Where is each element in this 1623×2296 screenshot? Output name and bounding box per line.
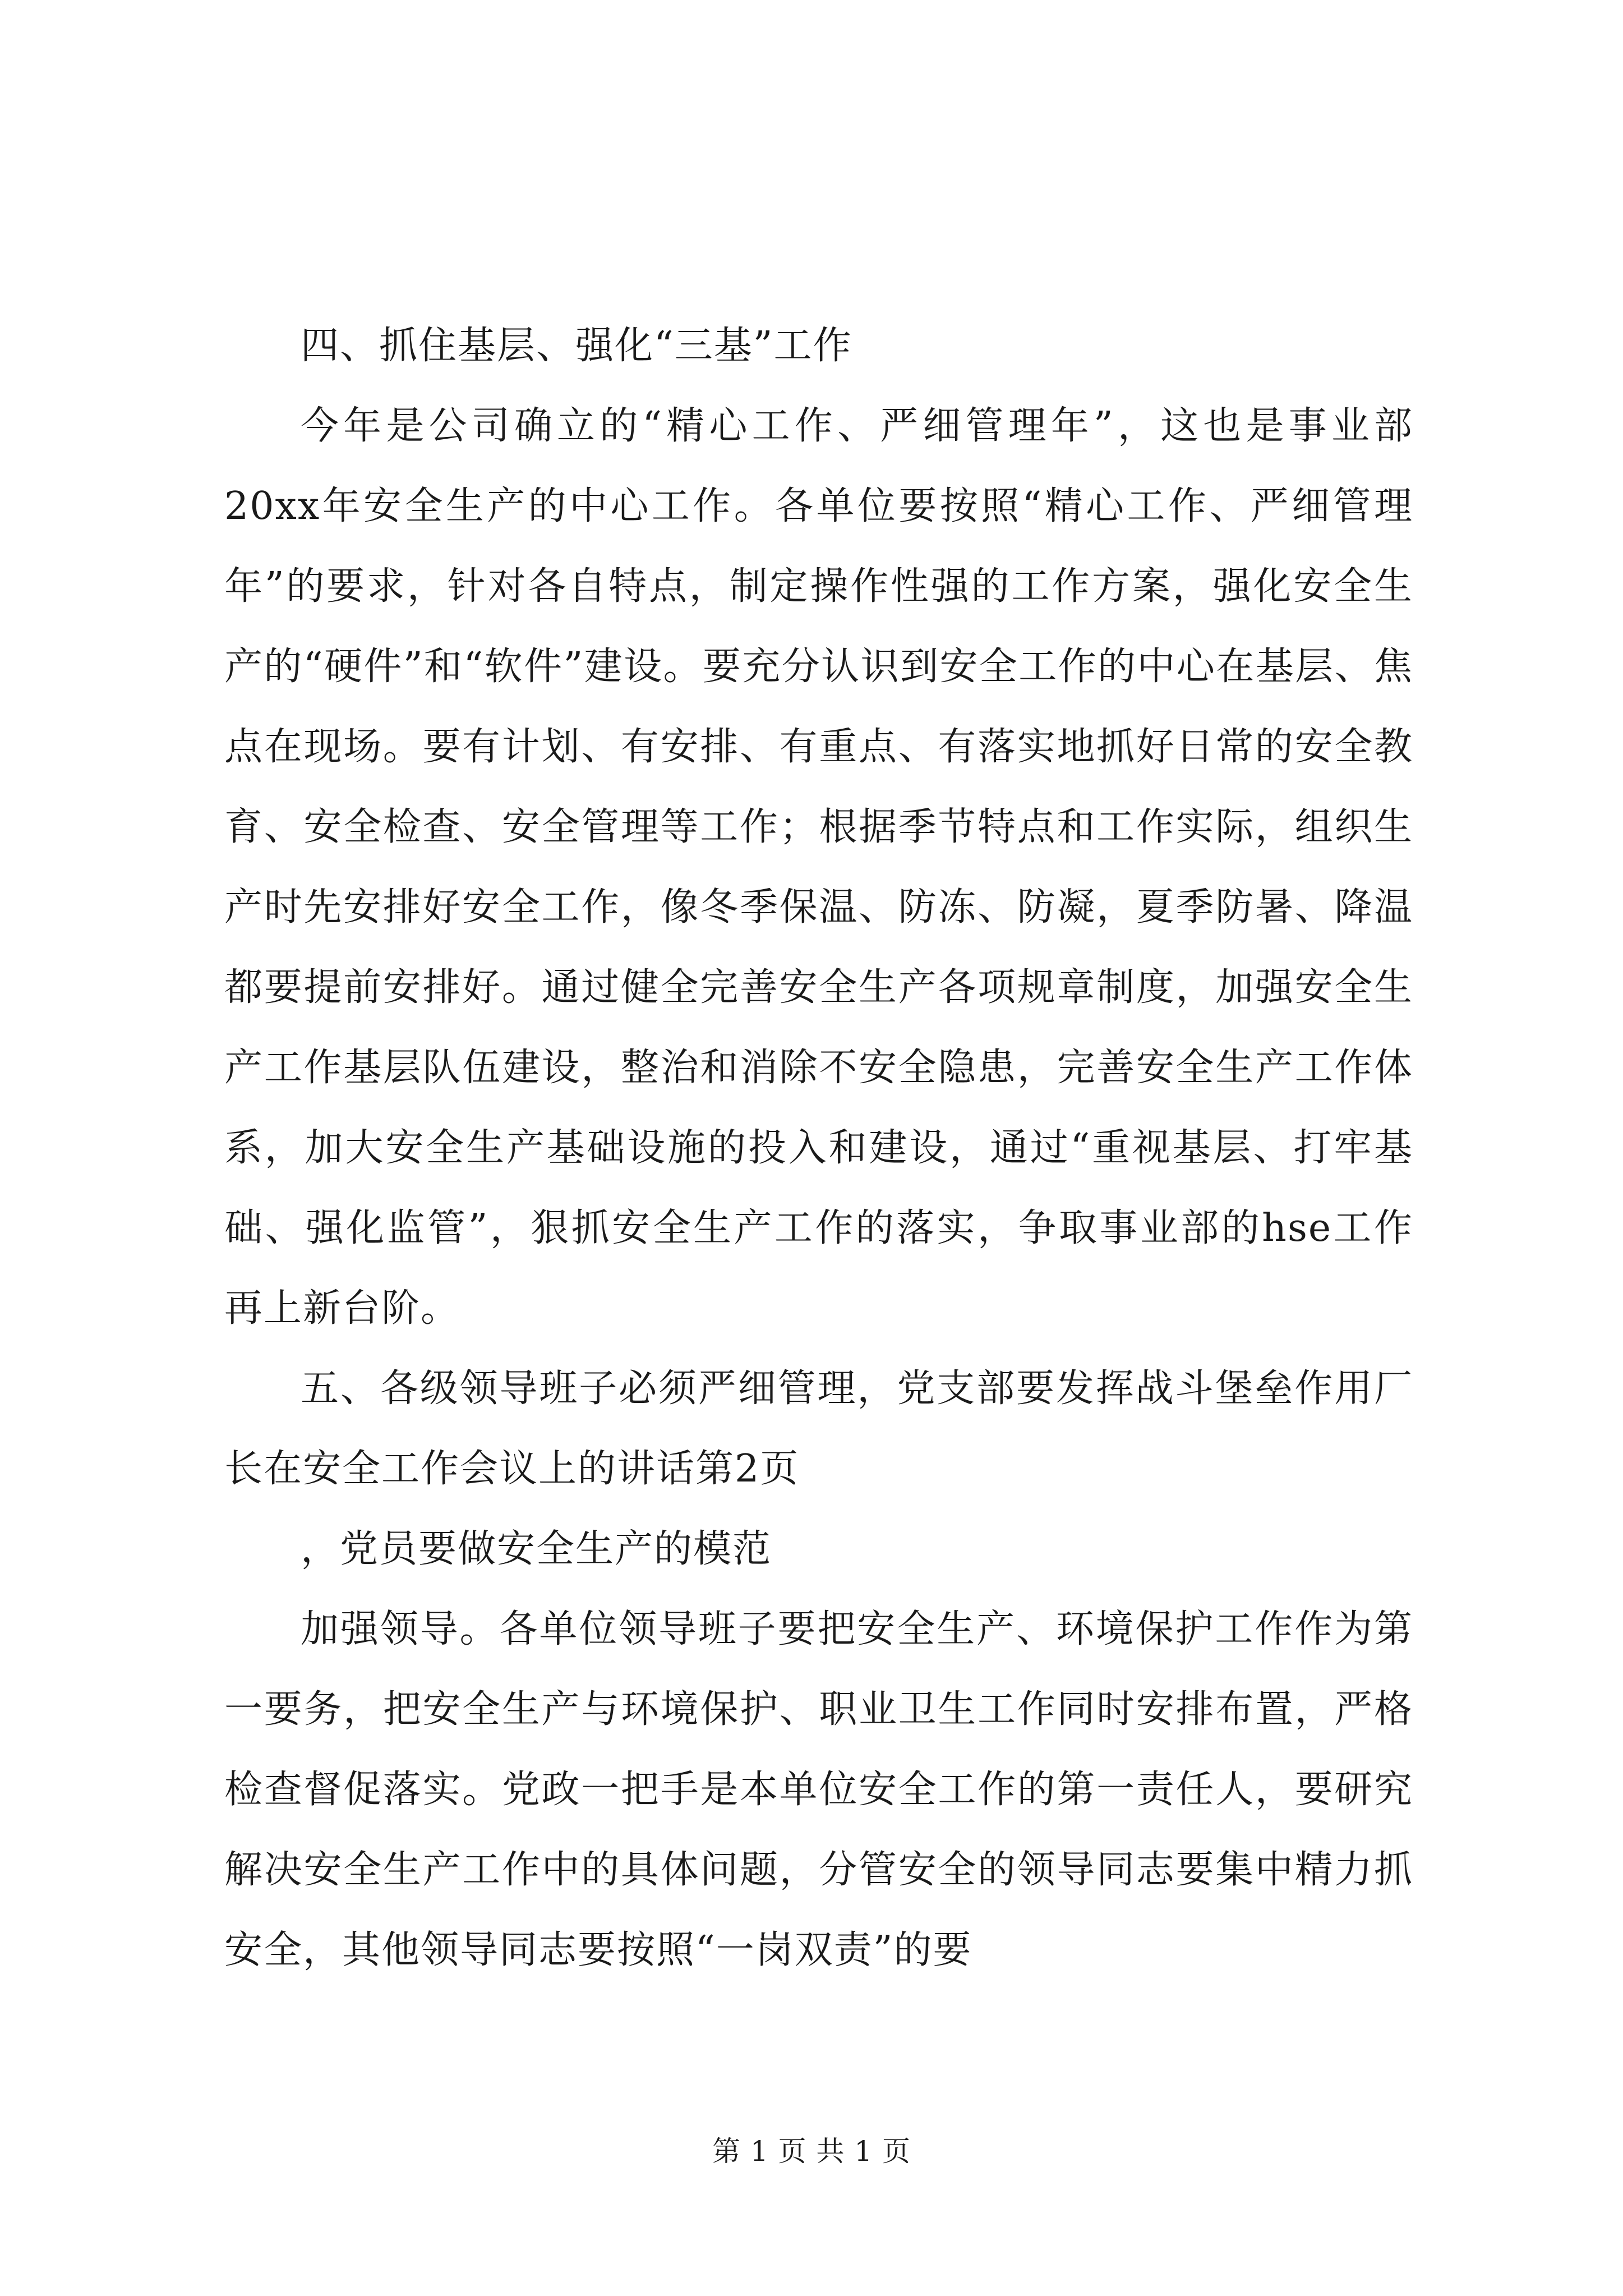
section-four-body: 今年是公司确立的“精心工作、严细管理年”，这也是事业部20xx年安全生产的中心工作。各单位要按照“精心工作、严细管理年”的要求，针对各自特点，制定操作性强的工作方案，强化安全生产的“硬件”和“软件”建设。要充分认识到安全工作的中心在基层、焦点在现场。要有计划、有安排、有重点、有落实地抓好日常的安全教育、安全检查、安全管理等工作；根据季节特点和工作实际，组织生产时先安排好安全工作，像冬季保温、防冻、防凝，夏季防暑、降温都要提前安排好。通过健全完善安全生产各项规章制度，加强安全生产工作基层队伍建设，整治和消除不安全隐患，完善安全生产工作体系，加大安全生产基础设施的投入和建设，通过“重视基层、打牢基础、强化监管”，狠抓安全生产工作的落实，争取事业部的hse工作再上新台阶。 — [224, 404, 1413, 1331]
page-footer: 第 1 页 共 1 页 — [712, 2135, 911, 2168]
section-five-body: 加强领导。各单位领导班子要把安全生产、环境保护工作作为第一要务，把安全生产与环境保护、职业卫生工作同时安排布置，严格检查督促落实。党政一把手是本单位安全工作的第一责任人，要研究解决安全生产工作中的具体问题，分管安全的领导同志要集中精力抓安全，其他领导同志要按照“一岗双责”的要 — [224, 1607, 1413, 1972]
section-four-heading: 四、抓住基层、强化“三基”工作 — [301, 324, 852, 368]
document-body — [224, 306, 1413, 1990]
section-five-heading: 五、各级领导班子必须严细管理，党支部要发挥战斗堡垒作用厂长在安全工作会议上的讲话第2页 — [224, 1366, 1413, 1491]
section-five-subheading: ，党员要做安全生产的模范 — [301, 1527, 772, 1571]
